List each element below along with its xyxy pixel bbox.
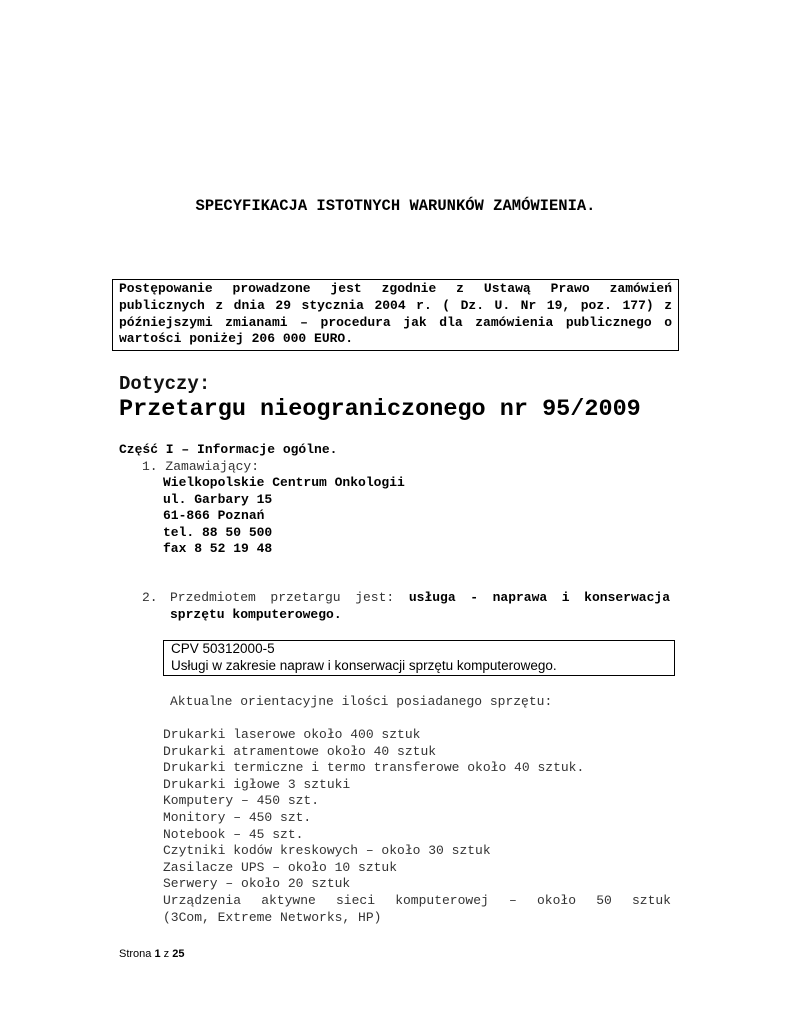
list-item: Czytniki kodów kreskowych – około 30 sztuk [163,843,491,859]
equipment-heading: Aktualne orientacyjne ilości posiadanego sprzętu: [170,694,553,709]
item-1-number: 1. [142,459,158,474]
footer-separator: z [163,948,170,960]
equipment-list [163,727,671,926]
footer-prefix: Strona [119,948,152,960]
footer-page-number: 1 [154,948,161,960]
tender-title: Przetargu nieograniczonego nr 95/2009 [119,396,641,423]
list-item: Notebook – 45 szt. [163,826,304,842]
list-item: Drukarki laserowe około 400 sztuk [163,727,421,742]
item-1-label [142,459,259,474]
page-footer [119,948,184,960]
contact-line: fax 8 52 19 48 [163,541,273,557]
list-item: Drukarki atramentowe około 40 sztuk [163,743,437,759]
list-item: Zasilacze UPS – około 10 sztuk [163,859,398,875]
dotyczy-label: Dotyczy: [119,373,211,395]
cpv-box [163,640,675,676]
section-heading: Część I – Informacje ogólne. [119,442,338,457]
item-1-text: Zamawiający: [165,459,260,474]
list-item: Monitory – 450 szt. [163,809,312,825]
list-item: Drukarki igłowe 3 sztuki [163,776,351,792]
item-2-number: 2. [142,590,158,605]
contact-line: tel. 88 50 500 [163,524,273,540]
item-2-body [170,590,670,623]
list-item: (3Com, Extreme Networks, HP) [163,909,382,925]
list-item: Serwery – około 20 sztuk [163,876,351,892]
cpv-code: CPV 50312000-5 [171,641,275,656]
item-2-label: Przedmiotem przetargu jest: [170,590,395,605]
contact-line: ul. Garbary 15 [163,491,273,507]
list-item: Komputery – 450 szt. [163,793,320,809]
item-2 [142,590,670,623]
contact-line: 61-866 Poznań [163,508,265,524]
legal-notice-box: Postępowanie prowadzone jest zgodnie z Ustawą Prawo zamówień publicznych z dnia 29 stycznia 2004 r. ( Dz. U. Nr 19, poz. 177) z późniejszymi zmianami – procedura jak dla zamówienia publicznego o wartości poniżej 206 000 EURO. [112,279,679,351]
cpv-description: Usługi w zakresie napraw i konserwacji sprzętu komputerowego. [171,657,557,673]
list-item: Urządzenia aktywne sieci komputerowej – około 50 sztuk [163,892,671,908]
item-2-subject: usługa - naprawa i konserwacja sprzętu komputerowego. [170,590,670,622]
contracting-authority-contact [163,475,405,558]
contact-line: Wielkopolskie Centrum Onkologii [163,475,405,490]
list-item: Drukarki termiczne i termo transferowe około 40 sztuk. [163,760,585,776]
page-title: SPECYFIKACJA ISTOTNYCH WARUNKÓW ZAMÓWIENIA. [195,197,596,215]
footer-total-pages: 25 [172,948,185,960]
